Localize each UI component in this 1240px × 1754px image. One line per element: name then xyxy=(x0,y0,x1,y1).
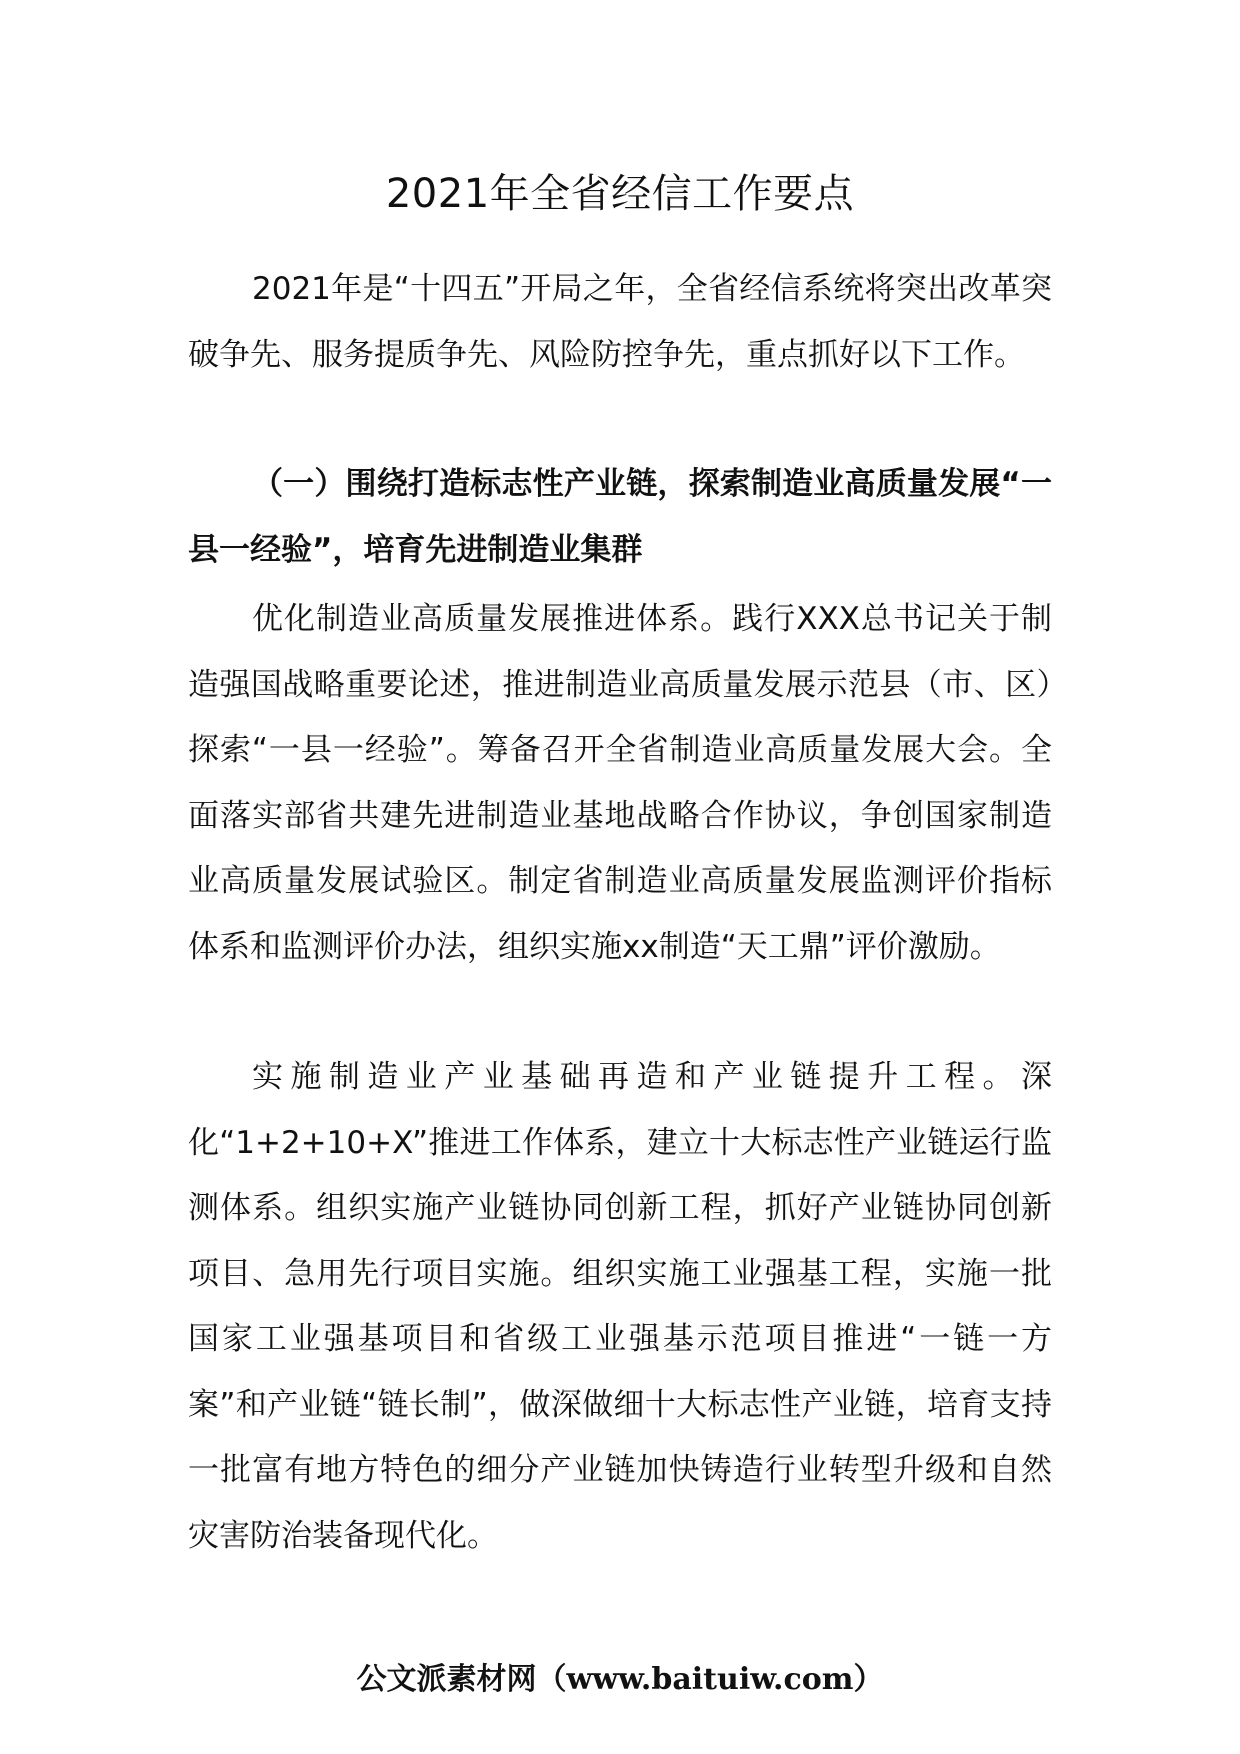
document-title: 2021年全省经信工作要点 xyxy=(385,171,855,217)
intro-paragraph: 2021年是“十四五”开局之年，全省经信系统将突出改革突破争先、服务提质争先、风险防控争先，重点抓好以下工作。 xyxy=(188,271,1052,373)
paragraph-manufacturing-system: 优化制造业高质量发展推进体系。践行XXX总书记关于制造强国战略重要论述，推进制造业高质量发展示范县（市、区）探索“一县一经验”。筹备召开全省制造业高质量发展大会。全面落实部省共建先进制造业基地战略合作协议，争创国家制造业高质量发展试验区。制定省制造业高质量发展监测评价指标体系和监测评价办法，组织实施xx制造“天工鼎”评价激励。 xyxy=(188,601,1052,965)
paragraph-industrial-chain: 实施制造业产业基础再造和产业链提升工程。深化“1+2+10+X”推进工作体系，建立十大标志性产业链运行监测体系。组织实施产业链协同创新工程，抓好产业链协同创新项目、急用先行项目实施。组织实施工业强基工程，实施一批国家工业强基项目和省级工业强基示范项目推进“一链一方案”和产业链“链长制”，做深做细十大标志性产业链，培育支持一批富有地方特色的细分产业链加快铸造行业转型升级和自然灾害防治装备现代化。 xyxy=(188,1059,1052,1554)
section-heading-1: （一）围绕打造标志性产业链，探索制造业高质量发展“一县一经验”，培育先进制造业集群 xyxy=(188,466,1052,568)
source-watermark: 公文派素材网（www.baituiw.com） xyxy=(356,1662,884,1697)
